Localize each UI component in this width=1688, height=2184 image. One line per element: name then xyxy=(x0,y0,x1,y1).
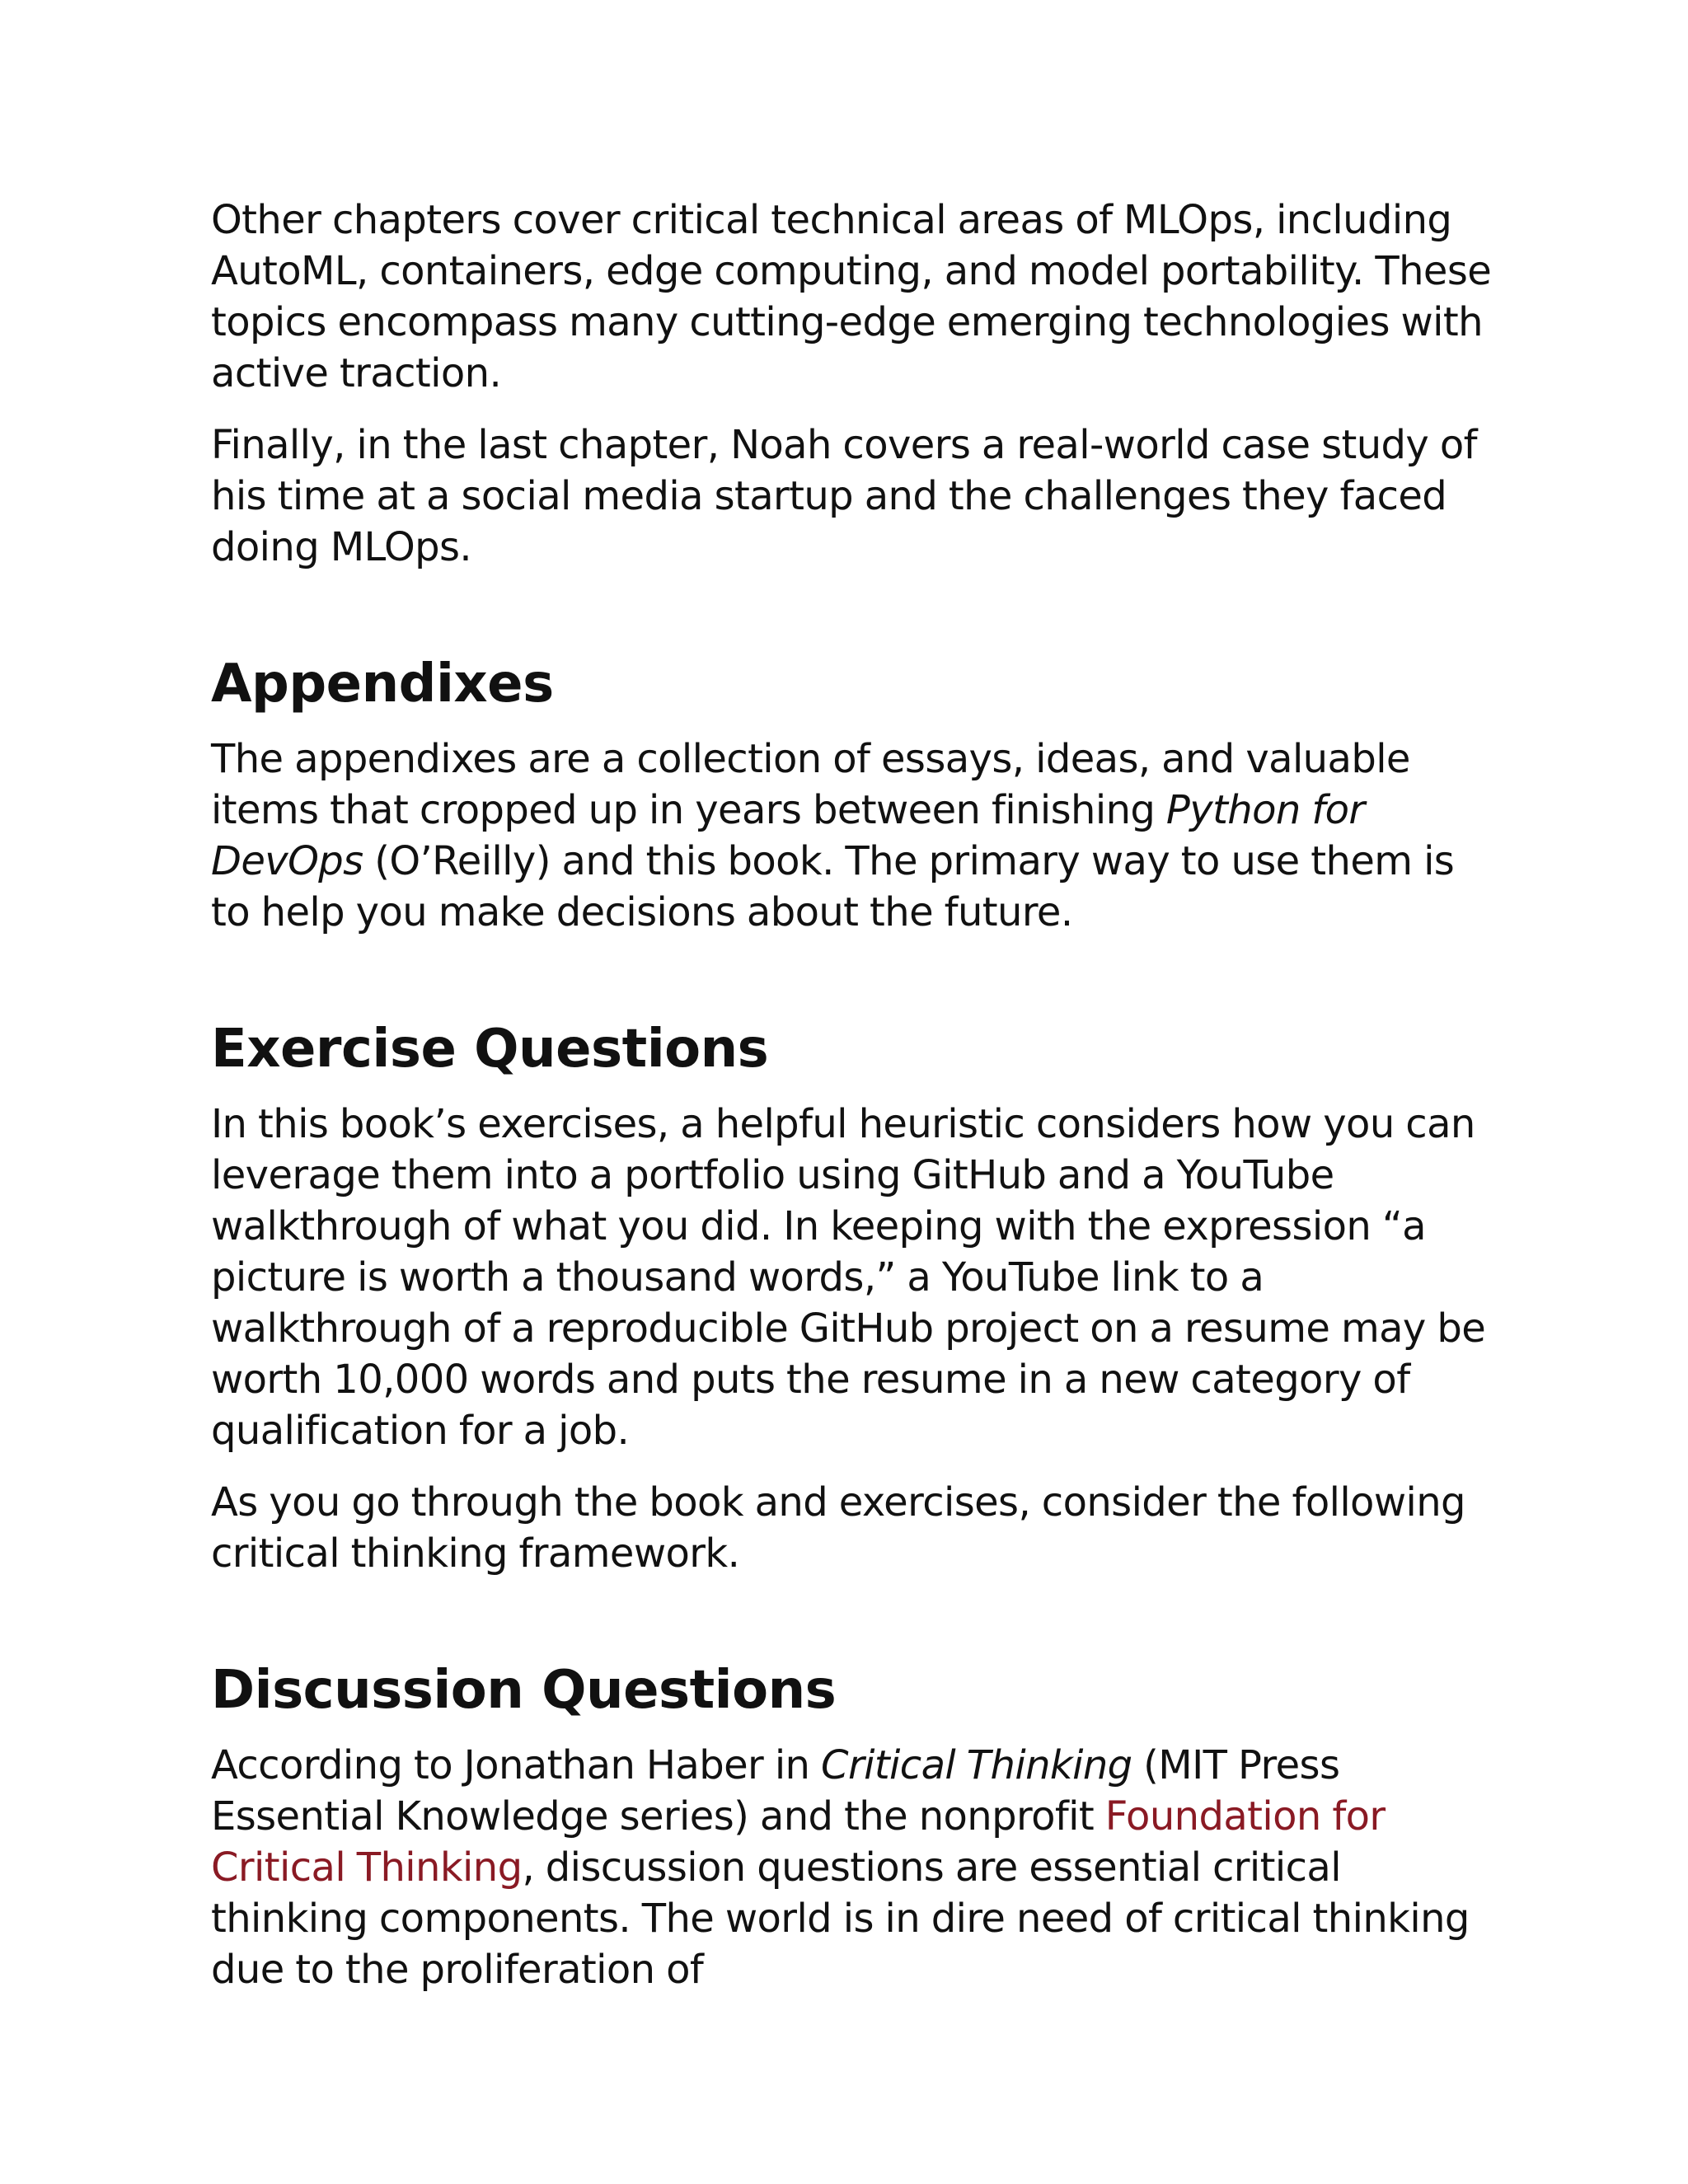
appendixes-heading: Appendixes xyxy=(211,654,554,715)
intro-paragraph-2: Finally, in the last chapter, Noah covers a real-world case study of his time at a social media startup and the challenges they faced doing MLOps. xyxy=(211,422,1477,570)
book-title-critical-thinking: Critical Thinking xyxy=(821,1742,1132,1788)
book-title-python-for-devops: Python for DevOps xyxy=(211,787,1365,884)
appendixes-text-end: (O’Reilly) and this book. The primary way to use them is to help you make decisions about the future. xyxy=(211,838,1455,935)
exercise-paragraph-2: As you go through the book and exercises, consider the following critical thinking framework. xyxy=(211,1479,1465,1577)
discussion-paragraph xyxy=(211,1740,1497,1995)
discussion-text-mid: (MIT Press Essential Knowledge series) and the nonprofit xyxy=(211,1742,1340,1840)
foundation-for-critical-thinking-link[interactable]: Foundation for Critical Thinking xyxy=(211,1793,1386,1891)
discussion-questions-heading: Discussion Questions xyxy=(211,1660,837,1721)
exercise-questions-heading: Exercise Questions xyxy=(211,1019,769,1080)
exercise-paragraph-1: In this book’s exercises, a helpful heuristic considers how you can leverage them into a portfolio using GitHub and a YouTube walkthrough of what you did. In keeping with the expression “a picture is worth a thousand words,” a YouTube link to a walkthrough of a reproducible GitHub project on a resume may be worth 10,000 words and puts the resume in a new category of qualification for a job. xyxy=(211,1101,1486,1454)
appendixes-text-start: The appendixes are a collection of essays, ideas, and valuable items that cropped up in years between finishing xyxy=(211,736,1410,833)
intro-paragraph-1: Other chapters cover critical technical areas of MLOps, including AutoML, containers, edge computing, and model portability. These topics encompass many cutting-edge emerging technologies with active traction. xyxy=(211,197,1492,396)
discussion-text-end: , discussion questions are essential critical thinking components. The world is in dire need of critical thinking due to the proliferation of xyxy=(211,1844,1470,1993)
page-content xyxy=(211,194,1497,2016)
appendixes-paragraph xyxy=(211,733,1497,938)
discussion-text-start: According to Jonathan Haber in xyxy=(211,1742,822,1788)
